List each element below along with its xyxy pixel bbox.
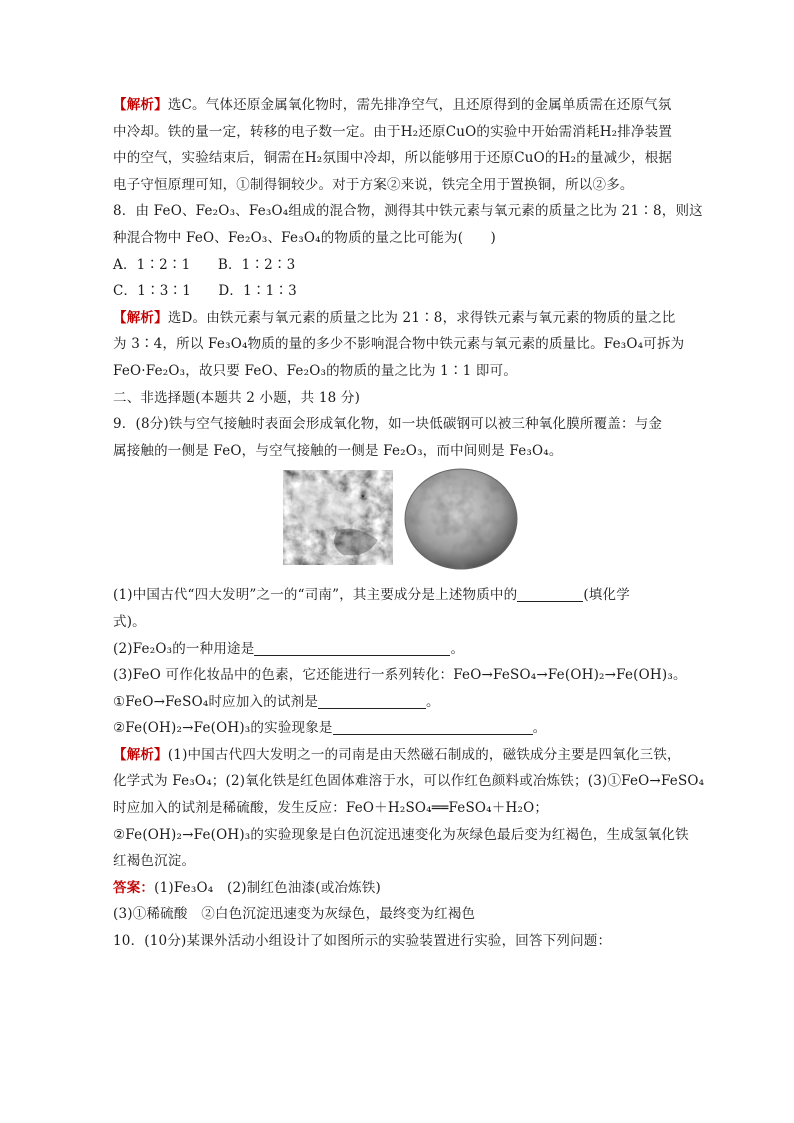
option-a: A．1∶2∶1 [113,256,191,273]
question-8-line-2: 种混合物中 FeO、Fe₂O₃、Fe₃O₄的物质的量之比可能为( ) [113,229,497,246]
answer-blank[interactable] [517,587,583,602]
answer-blank[interactable] [318,694,426,709]
option-d: D．1∶1∶3 [218,283,297,300]
question-10-line-1: 10．(10分)某课外活动小组设计了如图所示的实验装置进行实验，回答下列问题： [113,933,612,950]
question-8-options-cd [113,278,683,305]
option-c: C．1∶3∶1 [113,283,191,300]
analysis-tag: 【解析】 [113,746,168,763]
question-9-line-2: 属接触的一侧是 FeO，与空气接触的一侧是 Fe₂O₃，而中间则是 Fe₃O₄。 [113,442,563,459]
question-9-part-3-2: ②Fe(OH)₂→Fe(OH)₃的实验现象是 。 [113,720,547,737]
analysis-9-line-5: 红褐色沉淀。 [113,853,196,870]
analysis-9-line-2: 化学式为 Fe₃O₄；(2)氧化铁是红色固体难溶于水，可以作红色颜料或冶炼铁；(3)①FeO→FeSO₄ [113,773,705,790]
question-8-line-1: 8．由 FeO、Fe₂O₃、Fe₃O₄组成的混合物，测得其中铁元素与氧元素的质量之比为 21∶8，则这 [113,203,703,220]
oxidized-steel-surface-photo [283,470,393,565]
question-8-options-ab [113,252,683,279]
iron-oxide-sphere-photo [403,467,519,571]
analysis-tag: 【解析】 [113,97,168,113]
answer-blank[interactable] [254,641,450,656]
analysis-9-line-1: 【解析】(1)中国古代四大发明之一的司南是由天然磁石制成的，磁铁成分主要是四氧化三铁， [113,746,681,763]
analysis-tag: 【解析】 [113,309,168,326]
question-9-part-1: (1)中国古代“四大发明”之一的“司南”，其主要成分是上述物质中的 (填化学 [113,587,630,604]
answer-9-line-1: 答案：(1)Fe₃O₄ (2)制红色油漆(或冶炼铁) [113,879,381,896]
analysis-7-line-3: 中的空气，实验结束后，铜需在H₂氛围中冷却，所以能够用于还原CuO的H₂的量减少，根据 [113,150,673,167]
analysis-7-line-4: 电子守恒原理可知，①制得铜较少。对于方案②来说，铁完全用于置换铜，所以②多。 [113,176,634,193]
answer-9-line-2: (3)①稀硫酸 ②白色沉淀迅速变为灰绿色，最终变为红褐色 [113,906,476,923]
question-9-line-1: 9．(8分)铁与空气接触时表面会形成氧化物，如一块低碳钢可以被三种氧化膜所覆盖：与金 [113,416,663,433]
analysis-8-line-2: 为 3∶4，所以 Fe₃O₄物质的量的多少不影响混合物中铁元素与氧元素的质量比。Fe₃O₄可拆为 [113,336,685,353]
document-page [113,92,705,955]
option-b: B．1∶2∶3 [217,256,296,273]
analysis-9-line-4: ②Fe(OH)₂→Fe(OH)₃的实验现象是白色沉淀迅速变化为灰绿色最后变为红褐色，生成氢氧化铁 [113,826,689,843]
analysis-7-line-2: 中冷却。铁的量一定，转移的电子数一定。由于H₂还原CuO的实验中开始需消耗H₂排净装置 [113,123,673,140]
question-9-part-2: (2)Fe₂O₃的一种用途是 。 [113,640,465,657]
analysis-8-line-3: FeO·Fe₂O₃，故只要 FeO、Fe₂O₃的物质的量之比为 1∶1 即可。 [113,362,518,379]
answer-tag: 答案： [113,879,155,896]
question-9-part-3: (3)FeO 可作化妆品中的色素，它还能进行一系列转化：FeO→FeSO₄→Fe(OH)₂→Fe(OH)₃。 [113,667,687,684]
question-9-part-1-cont: 式)。 [113,613,146,630]
analysis-8-line-1: 【解析】选D。由铁元素与氧元素的质量之比为 21∶8，求得铁元素与氧元素的物质的量之比 [113,309,676,326]
oxide-photos [113,470,683,574]
question-9-part-3-1: ①FeO→FeSO₄时应加入的试剂是 。 [113,693,440,710]
analysis-9-line-3: 时应加入的试剂是稀硫酸，发生反应：FeO＋H₂SO₄══FeSO₄＋H₂O； [113,800,549,817]
analysis-7-line-1: 【解析】选C。气体还原金属氧化物时，需先排净空气，且还原得到的金属单质需在还原气氛 [113,97,672,113]
answer-blank[interactable] [333,720,533,735]
section-heading: 二、非选择题(本题共 2 小题，共 18 分) [113,389,361,406]
